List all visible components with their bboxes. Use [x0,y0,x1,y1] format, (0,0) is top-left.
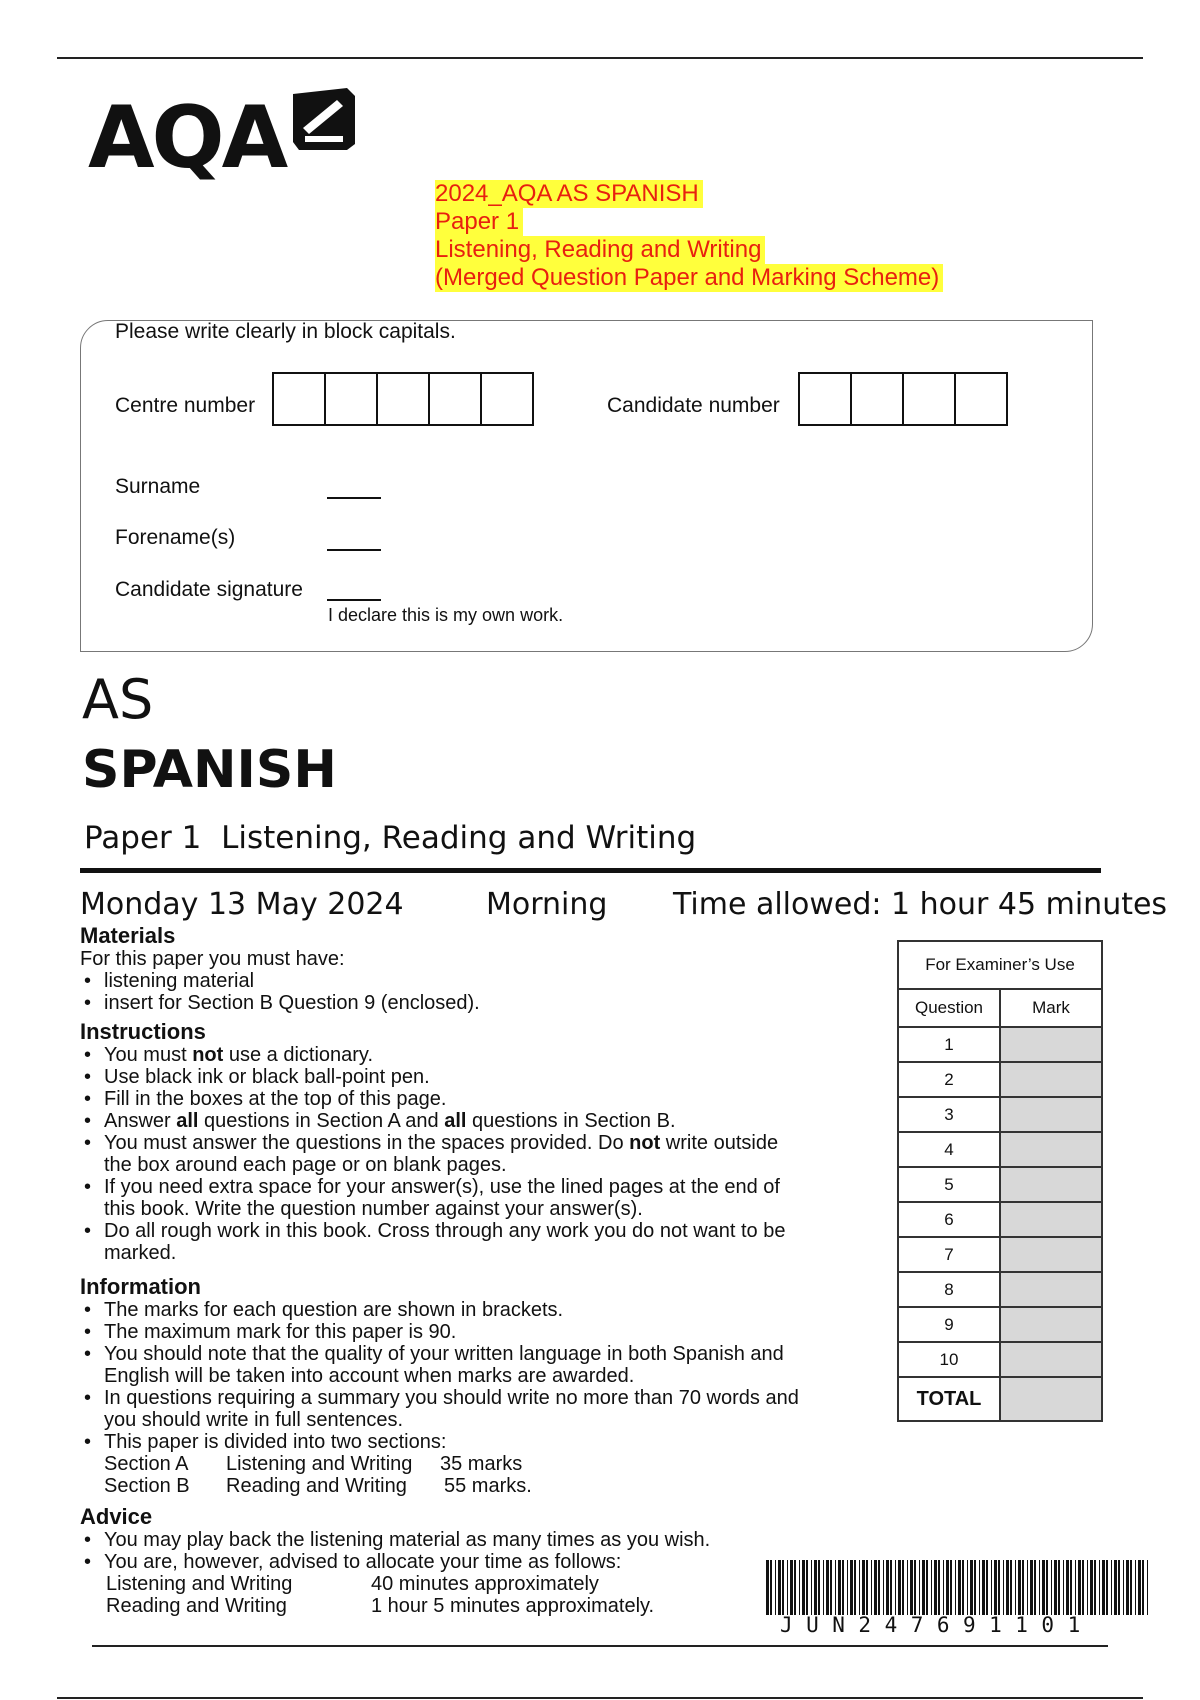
candidate-number-label: Candidate number [607,394,780,417]
heading-thick-rule [80,868,1101,873]
instruction-item: • Fill in the boxes at the top of this page. [80,1088,860,1110]
centre-number-digit-box[interactable] [376,372,430,426]
barcode-code: JUN247691101 [780,1613,1094,1637]
materials-intro: For this paper you must have: [80,948,345,970]
aqa-logo-text: AQA [88,88,286,188]
question-number: 7 [898,1237,1000,1272]
aqa-logo-mark-icon [293,88,355,150]
instruction-item: • If you need extra space for your answer(s), use the lined pages at the end of this book. Write the question number against your answer(s). [80,1176,860,1220]
candidate-number-digit-box[interactable] [954,372,1008,426]
total-label: TOTAL [898,1377,1000,1421]
time-row: Reading and Writing 1 hour 5 minutes approximately. [106,1595,655,1617]
mark-cell[interactable] [1000,1062,1102,1097]
time-row: Listening and Writing 40 minutes approximately [106,1573,599,1595]
information-heading: Information [80,1274,201,1299]
question-number: 10 [898,1342,1000,1377]
question-column-header: Question [898,989,1000,1027]
section-row: Section B Reading and Writing 55 marks. [104,1475,532,1497]
bottom-rule [92,1645,1108,1647]
mark-cell[interactable] [1000,1342,1102,1377]
question-number: 2 [898,1062,1000,1097]
question-number: 1 [898,1027,1000,1062]
mark-cell[interactable] [1000,1097,1102,1132]
instruction-item: • You must not use a dictionary. [80,1044,860,1066]
information-item: • The marks for each question are shown in brackets. [80,1299,870,1321]
centre-number-boxes [272,372,534,426]
candidate-number-digit-box[interactable] [902,372,956,426]
materials-item: • insert for Section B Question 9 (enclosed). [80,992,850,1014]
candidate-number-digit-box[interactable] [850,372,904,426]
advice-heading: Advice [80,1504,153,1529]
mark-cell[interactable] [1000,1132,1102,1167]
merged-title-line: Paper 1 [435,208,523,236]
signature-field[interactable] [327,599,381,601]
merged-title-line: Listening, Reading and Writing [435,236,765,264]
information-item: • You should note that the quality of your written language in both Spanish and English will be taken into account when marks are awarded. [80,1343,870,1387]
signature-label: Candidate signature [115,578,303,601]
centre-number-label: Centre number [115,394,256,417]
mark-cell[interactable] [1000,1167,1102,1202]
instructions-heading: Instructions [80,1019,206,1044]
mark-cell[interactable] [1000,1202,1102,1237]
instruction-item: • You must answer the questions in the spaces provided. Do not write outside the box around each page or on blank pages. [80,1132,860,1176]
instruction-item: • Answer all questions in Section A and all questions in Section B. [80,1110,860,1132]
question-number: 5 [898,1167,1000,1202]
candidate-details-box [80,320,1093,652]
instruction-item: • Do all rough work in this book. Cross through any work you do not want to be marked. [80,1220,860,1264]
forename-label: Forename(s) [115,526,236,549]
materials-heading: Materials [80,923,176,948]
subject-title: SPANISH [82,740,337,800]
information-item: • This paper is divided into two sections: Section A Listening and Writing 35 marks Section B Reading and Writing 55 marks. [80,1431,870,1497]
centre-number-digit-box[interactable] [428,372,482,426]
examiner-marks-table [897,940,1103,1422]
materials-section [80,924,850,1014]
question-number: 9 [898,1307,1000,1342]
merged-title-block [435,180,943,292]
mark-cell[interactable] [1000,1237,1102,1272]
merged-title-line: 2024_AQA AS SPANISH [435,180,703,208]
advice-item: • You may play back the listening material as many times as you wish. [80,1529,840,1551]
top-rule [57,57,1143,59]
surname-label: Surname [115,475,201,498]
information-section [80,1275,870,1497]
question-number: 6 [898,1202,1000,1237]
merged-title-line: (Merged Question Paper and Marking Scheme) [435,264,943,292]
time-allowed: Time allowed: 1 hour 45 minutes [673,887,1168,922]
declaration-text: I declare this is my own work. [328,605,564,625]
mark-cell[interactable] [1000,1272,1102,1307]
candidate-number-boxes [798,372,1008,426]
advice-section [80,1505,840,1617]
instructions-section [80,1020,860,1264]
level-title: AS [82,668,154,731]
instruction-item: • Use black ink or black ball-point pen. [80,1066,860,1088]
section-row: Section A Listening and Writing 35 marks [104,1453,523,1475]
mark-column-header: Mark [1000,989,1102,1027]
exam-session: Morning [486,887,608,922]
mark-cell[interactable] [1000,1307,1102,1342]
candidate-number-digit-box[interactable] [798,372,852,426]
centre-number-digit-box[interactable] [324,372,378,426]
mark-cell[interactable] [1000,1027,1102,1062]
centre-number-digit-box[interactable] [272,372,326,426]
aqa-logo [88,88,358,188]
page-edge-rule [57,1697,1143,1699]
question-number: 3 [898,1097,1000,1132]
surname-field[interactable] [327,497,381,499]
barcode-icon [766,1560,1151,1615]
question-number: 8 [898,1272,1000,1307]
materials-item: • listening material [80,970,850,992]
exam-date: Monday 13 May 2024 [80,887,404,922]
information-item: • In questions requiring a summary you should write no more than 70 words and you should write in full sentences. [80,1387,870,1431]
paper-title: Paper 1 Listening, Reading and Writing [84,820,697,856]
total-mark-cell[interactable] [1000,1377,1102,1421]
examiner-use-title: For Examiner’s Use [898,941,1102,989]
forename-field[interactable] [327,549,381,551]
block-capitals-instruction: Please write clearly in block capitals. [115,320,456,343]
question-number: 4 [898,1132,1000,1167]
advice-item: • You are, however, advised to allocate your time as follows: Listening and Writing 40 minutes approximately Reading and Writing 1 hour 5 minutes approximately. [80,1551,840,1617]
information-item: • The maximum mark for this paper is 90. [80,1321,870,1343]
centre-number-digit-box[interactable] [480,372,534,426]
